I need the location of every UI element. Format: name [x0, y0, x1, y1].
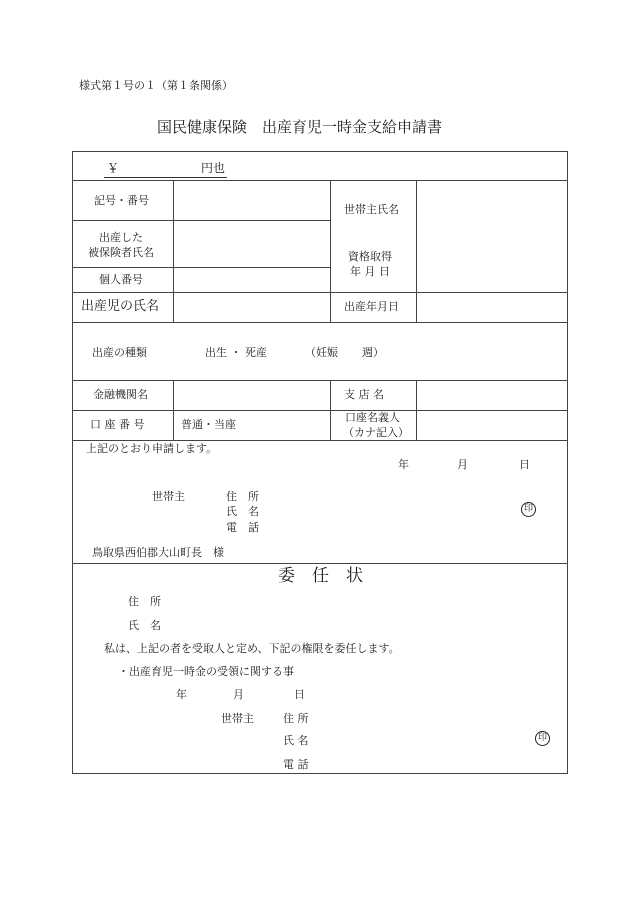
applicant-phone-label: 電 話 [226, 521, 259, 534]
yen-mark: ￥ [107, 161, 120, 175]
application-day: 日 [519, 458, 530, 471]
applicant-address-label: 住 所 [226, 490, 259, 503]
delegation-year: 年 [176, 688, 187, 701]
application-year: 年 [398, 458, 409, 471]
delegator-name-label: 氏 名 [283, 734, 309, 747]
delegate-name-label: 氏 名 [128, 619, 161, 632]
pregnancy-close: 週） [362, 346, 384, 359]
form-number: 様式第１号の１（第１条関係） [79, 79, 233, 92]
insured-name-field[interactable] [174, 221, 330, 267]
birth-type-label: 出産の種類 [92, 346, 147, 359]
applicant-label: 世帯主 [152, 490, 185, 503]
frame-top [72, 151, 568, 152]
account-type[interactable]: 普通・当座 [181, 418, 236, 431]
delegation-title: 委 任 状 [278, 566, 363, 586]
delegator-address-label: 住 所 [283, 712, 309, 725]
qualification-label-1: 資格取得 [348, 250, 392, 263]
application-statement: 上記のとおり申請します。 [86, 442, 218, 455]
child-name-label: 出産児の氏名 [81, 299, 160, 314]
head-of-household-field[interactable] [417, 181, 567, 236]
application-month: 月 [457, 458, 468, 471]
applicant-name-label: 氏 名 [226, 505, 259, 518]
branch-name-label: 支 店 名 [344, 388, 384, 401]
qualification-label-2: 年 月 日 [350, 265, 390, 278]
delegation-day: 日 [294, 688, 305, 701]
child-name-field[interactable] [174, 293, 330, 322]
insured-name-label-1: 出産した [99, 231, 143, 244]
symbol-number-field[interactable] [174, 181, 330, 220]
bank-name-label: 金融機関名 [93, 388, 148, 401]
delegate-address-label: 住 所 [128, 595, 161, 608]
frame-left [72, 151, 73, 774]
pregnancy-open: （妊娠 [305, 346, 338, 359]
delegation-month: 月 [233, 688, 244, 701]
frame-bottom [72, 773, 568, 774]
personal-number-field[interactable] [174, 268, 330, 292]
insured-name-label-2: 被保険者氏名 [88, 246, 154, 259]
account-number-label: 口 座 番 号 [90, 418, 145, 431]
symbol-number-label: 記号・番号 [94, 194, 149, 207]
personal-number-label: 個人番号 [99, 273, 143, 286]
amount-suffix: 円也 [201, 161, 226, 175]
account-holder-label-1: 口座名義人 [345, 411, 400, 424]
frame-right [567, 151, 568, 774]
account-holder-label-2: （カナ記入） [343, 426, 409, 439]
page-title: 国民健康保険 出産育児一時金支給申請書 [157, 118, 443, 136]
addressee: 鳥取県西伯郡大山町長 様 [92, 546, 224, 559]
birth-date-label: 出産年月日 [344, 300, 399, 313]
birth-date-field[interactable] [417, 293, 567, 322]
seal-icon: 印 [521, 502, 536, 517]
branch-name-field[interactable] [417, 381, 567, 410]
qualification-date-field[interactable] [417, 237, 567, 292]
delegation-statement: 私は、上記の者を受取人と定め、下記の権限を委任します。 [104, 642, 400, 655]
delegator-label: 世帯主 [221, 712, 254, 725]
bank-name-field[interactable] [174, 381, 330, 410]
delegator-phone-label: 電 話 [283, 758, 309, 771]
birth-type-options[interactable]: 出生 ・ 死産 [205, 346, 267, 359]
seal-icon: 印 [535, 731, 550, 746]
head-of-household-label: 世帯主氏名 [344, 203, 399, 216]
delegation-item: ・出産育児一時金の受領に関する事 [118, 665, 294, 678]
account-holder-field[interactable] [417, 411, 567, 440]
amount-field[interactable] [104, 177, 227, 178]
